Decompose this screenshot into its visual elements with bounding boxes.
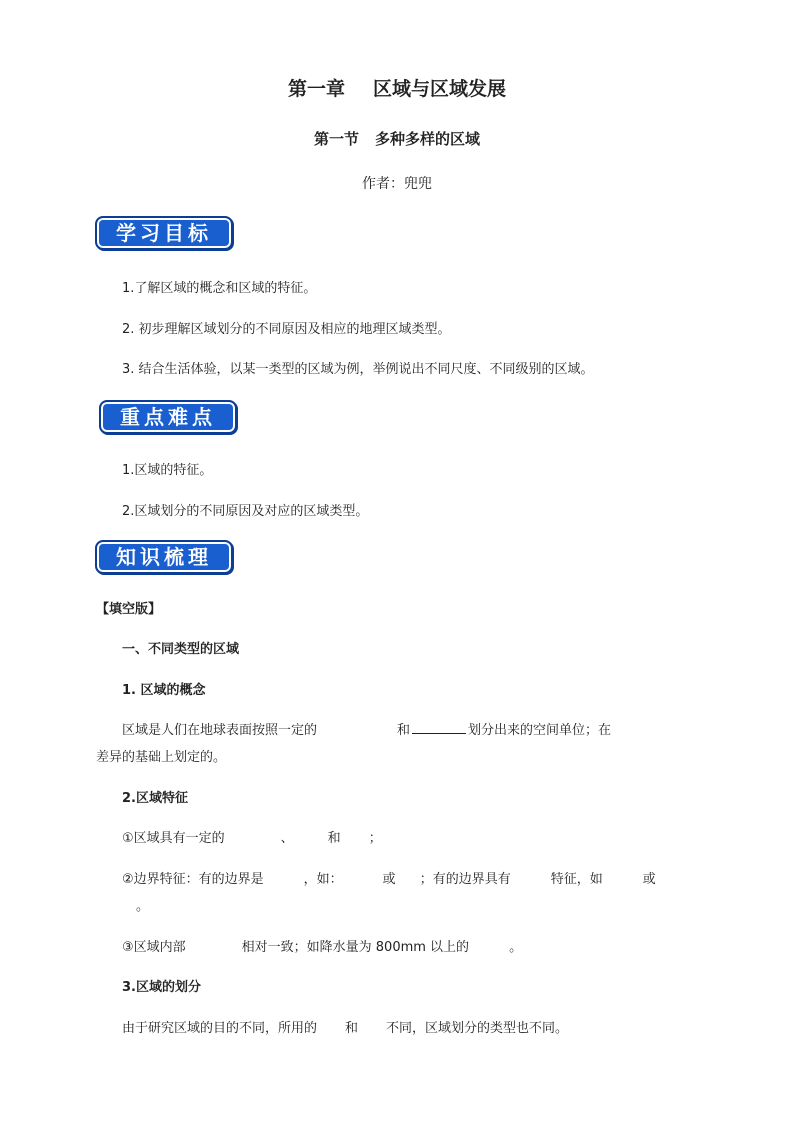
divide-text-a: 由于研究区域的目的不同，所用的 — [122, 1021, 318, 1036]
concept-text-a: 区域是人们在地球表面按照一定的 — [122, 723, 318, 738]
part1-heading: 一、不同类型的区域 — [122, 642, 240, 657]
subheading-concept: 1. 区域的概念 — [122, 683, 206, 698]
banner-learning-goals: 学习目标 — [95, 216, 233, 250]
banner-knowledge-summary: 知识梳理 — [95, 540, 233, 574]
key-point-1: 1.区域的特征。 — [122, 463, 213, 478]
feat1-text-b: 、 — [280, 831, 294, 846]
concept-text-c: 划分出来的空间单位；在 — [468, 723, 612, 738]
feat1-text-d: ； — [368, 831, 382, 846]
feature-line-2-end: 。 — [136, 899, 150, 914]
section-title — [0, 128, 794, 149]
version-label: 【填空版】 — [96, 602, 162, 617]
divide-text-b: 和 — [345, 1021, 359, 1036]
chapter-prefix: 第一章 — [287, 78, 345, 100]
fill-blank-underlined[interactable] — [412, 720, 466, 734]
goal-item-1: 1.了解区域的概念和区域的特征。 — [122, 281, 317, 296]
feat3-text-b: 相对一致；如降水量为 800mm 以上的 — [241, 940, 470, 955]
subheading-division: 3.区域的划分 — [122, 980, 201, 995]
banner-key-points: 重点难点 — [99, 400, 237, 434]
feat3-text-c: 。 — [509, 940, 523, 955]
feat2-text-c: 或 — [382, 872, 396, 887]
feature-line-2 — [122, 868, 656, 887]
feat2-text-d: ；有的边界具有 — [419, 872, 511, 887]
goal-item-2: 2. 初步理解区域划分的不同原因及相应的地理区域类型。 — [122, 322, 451, 337]
feat2-text-e: 特征，如 — [550, 872, 603, 887]
goal-item-3: 3. 结合生活体验，以某一类型的区域为例，举例说出不同尺度、不同级别的区域。 — [122, 362, 594, 377]
feature-line-1 — [122, 827, 382, 846]
key-point-2: 2.区域划分的不同原因及对应的区域类型。 — [122, 504, 369, 519]
concept-text-b: 和 — [397, 723, 411, 738]
feat3-text-a: ③区域内部 — [122, 940, 186, 955]
feat1-text-a: ①区域具有一定的 — [122, 831, 225, 846]
divide-text-c: 不同，区域划分的类型也不同。 — [386, 1021, 569, 1036]
section-name: 多种多样的区域 — [375, 130, 481, 148]
chapter-title — [0, 74, 794, 101]
feat2-text-a: ②边界特征：有的边界是 — [122, 872, 264, 887]
feature-line-3 — [122, 936, 522, 955]
division-line — [122, 1017, 568, 1036]
feat2-text-b: ，如： — [303, 872, 343, 887]
author-line: 作者：兜兜 — [362, 176, 432, 192]
subheading-features: 2.区域特征 — [122, 791, 188, 806]
concept-line — [122, 719, 611, 738]
concept-continuation: 差异的基础上划定的。 — [96, 750, 227, 765]
section-prefix: 第一节 — [313, 130, 359, 148]
chapter-name: 区域与区域发展 — [373, 78, 507, 100]
feat1-text-c: 和 — [327, 831, 341, 846]
feat2-text-f: 或 — [642, 872, 656, 887]
